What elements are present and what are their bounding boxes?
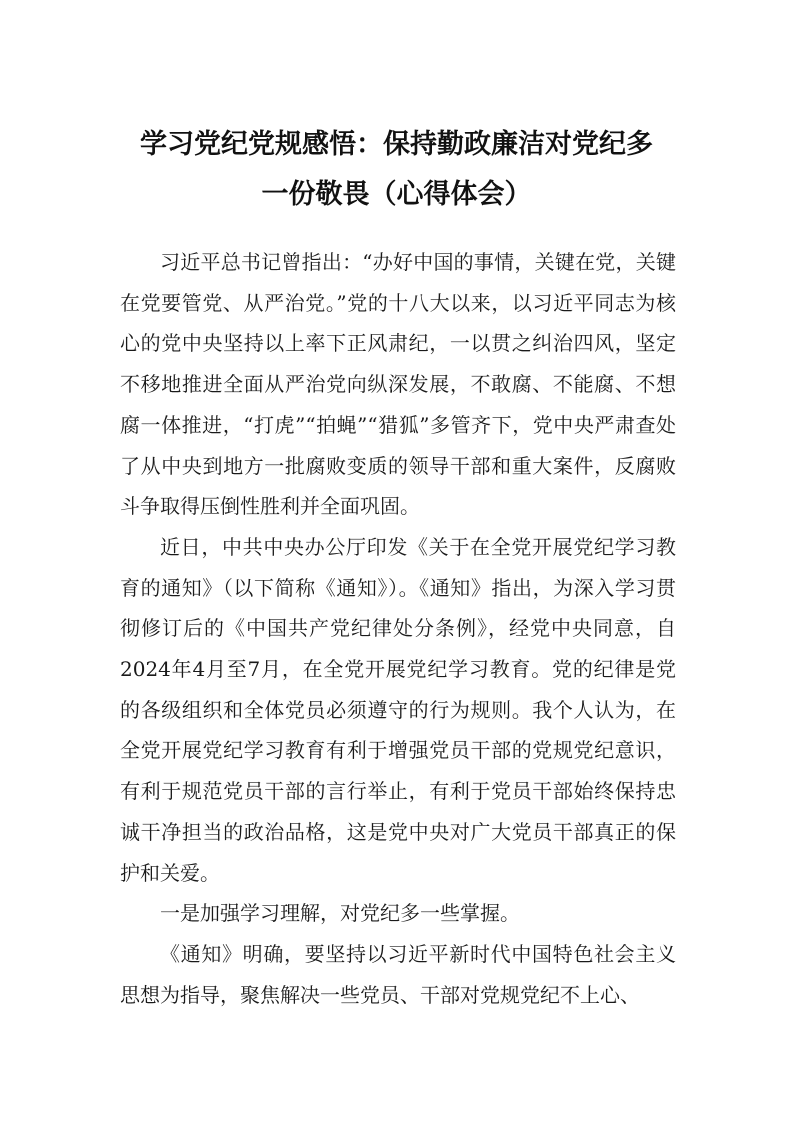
document-title [100,120,693,220]
title-line-2: 一份敬畏（心得体会） [261,179,532,210]
paragraph-point-one-heading: 一是加强学习理解，对党纪多一些掌握。 [160,901,520,926]
document-body [120,242,676,1015]
title-line-1: 学习党纪党规感悟：保持勤政廉洁对党纪多 [140,129,653,160]
paragraph-intro: 习近平总书记曾指出：“办好中国的事情，关键在党，关键在党要管党、从严治党。”党的十八大以来，以习近平同志为核心的党中央坚持以上率下正风肃纪，一以贯之纠治四风，坚定不移地推进全面从严治党向纵深发展，不敢腐、不能腐、不想腐一体推进，“打虎”“拍蝇”“猎狐”多管齐下，党中央严肃查处了从中央到地方一批腐败变质的领导干部和重大案件，反腐败斗争取得压倒性胜利并全面巩固。 [120,250,676,519]
paragraph-notice: 近日，中共中央办公厅印发《关于在全党开展党纪学习教育的通知》（以下简称《通知》）。《通知》指出，为深入学习贯彻修订后的《中国共产党纪律处分条例》，经党中央同意，自2024年4月至7月，在全党开展党纪学习教育。党的纪律是党的各级组织和全体党员必须遵守的行为规则。我个人认为，在全党开展党纪学习教育有利于增强党员干部的党规党纪意识，有利于规范党员干部的言行举止，有利于党员干部始终保持忠诚干净担当的政治品格，这是党中央对广大党员干部真正的保护和关爱。 [120,534,676,885]
paragraph-point-one-body: 《通知》明确，要坚持以习近平新时代中国特色社会主义思想为指导，聚焦解决一些党员、干部对党规党纪不上心、 [120,941,676,1007]
